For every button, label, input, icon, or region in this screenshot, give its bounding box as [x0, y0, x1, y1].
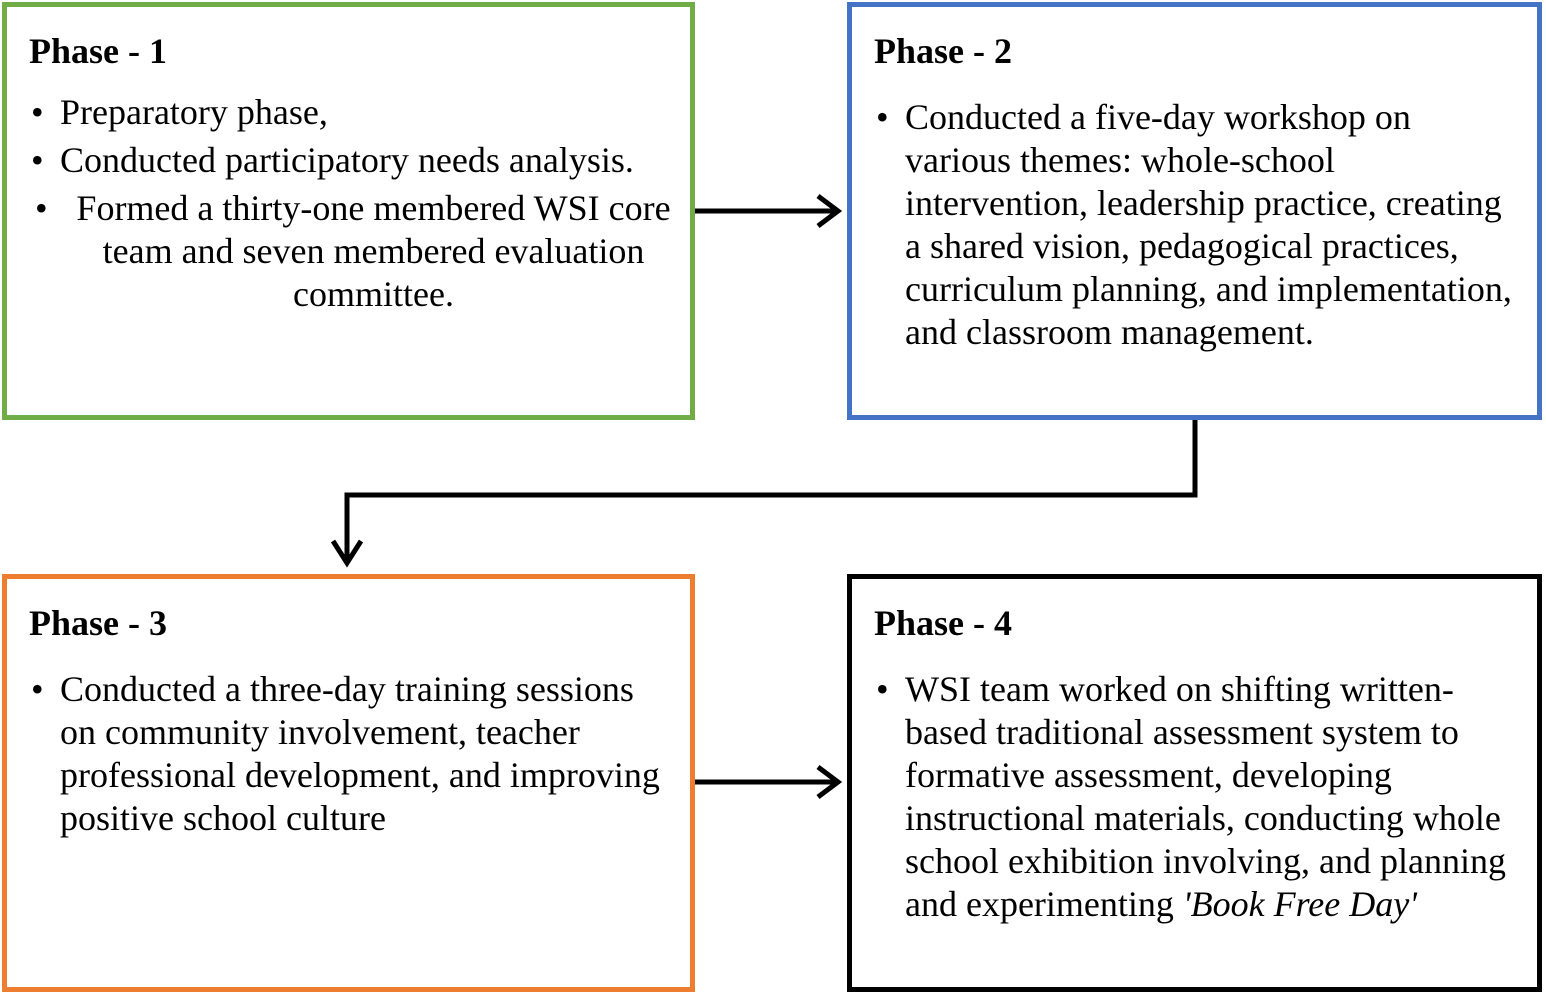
phase-1-item-2: • Conducted participatory needs analysis. — [29, 139, 678, 182]
phase-3-item-1: • Conducted a three-day training sessions on community involvement, teacher professional development, and improving positive school culture — [29, 668, 678, 840]
phase-4-item-text: WSI team worked on shifting written-based traditional assessment system to formative assessment, developing instructional materials, conducting whole school exhibition involving, and planning and experimenting — [905, 669, 1506, 924]
phase-2-title: Phase - 2 — [874, 31, 1012, 71]
phase-1-item-3: • Formed a thirty-one membered WSI core team and seven membered evaluation committee. — [29, 187, 678, 316]
book-free-day-emphasis: 'Book Free Day' — [1182, 884, 1417, 924]
phase-2-item-1: • Conducted a five-day workshop on various themes: whole-school intervention, leadership practice, creating a shared vision, pedagogical practices, curriculum planning, and implementation, and classroom management. — [874, 96, 1525, 354]
phase-1-item-1: • Preparatory phase, — [29, 91, 678, 134]
phase-1-title: Phase - 1 — [29, 31, 167, 71]
phase-3-title: Phase - 3 — [29, 603, 167, 643]
phase-4-title: Phase - 4 — [874, 603, 1012, 643]
arrow-phase2-to-phase3-line — [347, 420, 1195, 563]
